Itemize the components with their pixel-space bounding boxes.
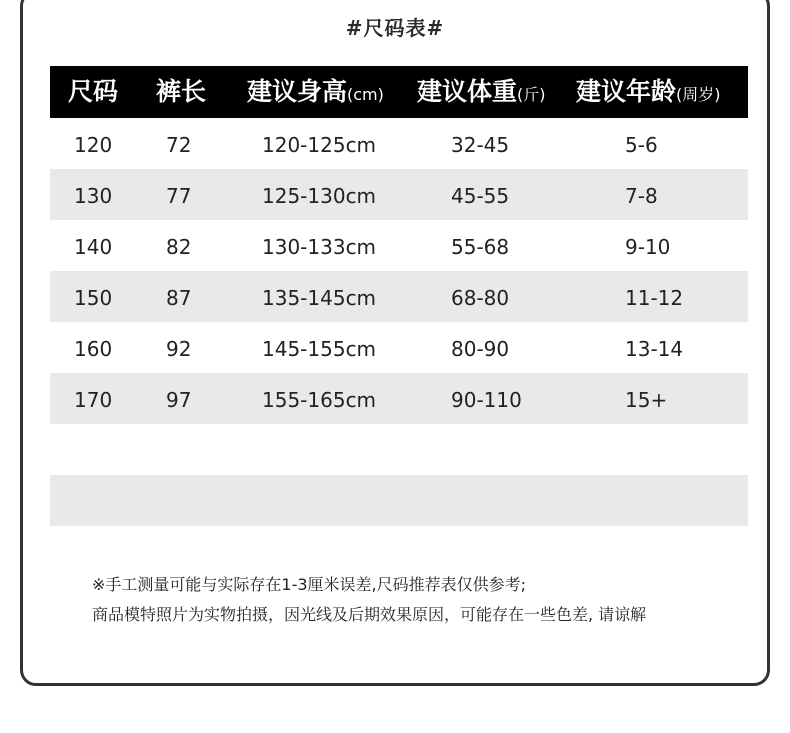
- cell-length: 72: [166, 133, 192, 157]
- cell-length: 82: [166, 235, 192, 259]
- cell-weight: 45-55: [451, 184, 510, 208]
- cell-size: 140: [74, 235, 113, 259]
- cell-size: 160: [74, 337, 113, 361]
- cell-length: 97: [166, 388, 192, 412]
- cell-weight: 68-80: [451, 286, 510, 310]
- size-table: [50, 66, 748, 526]
- table-row: [50, 322, 748, 373]
- cell-weight: 90-110: [451, 388, 522, 412]
- header-height-unit: (cm): [347, 85, 384, 104]
- cell-length: 87: [166, 286, 192, 310]
- cell-age: 5-6: [625, 133, 658, 157]
- header-size: 尺码: [68, 77, 119, 106]
- table-row: [50, 373, 748, 424]
- cell-age: 7-8: [625, 184, 658, 208]
- cell-weight: 55-68: [451, 235, 510, 259]
- cell-size: 130: [74, 184, 113, 208]
- cell-height: 155-165cm: [262, 388, 377, 412]
- table-header: [50, 66, 748, 118]
- cell-age: 13-14: [625, 337, 684, 361]
- table-row-empty: [50, 424, 748, 475]
- cell-length: 92: [166, 337, 192, 361]
- cell-height: 145-155cm: [262, 337, 377, 361]
- page-title: #尺码表#: [345, 16, 445, 40]
- header-height: 建议身高(cm): [247, 77, 384, 106]
- table-row: [50, 220, 748, 271]
- table-row: [50, 169, 748, 220]
- header-length: 裤长: [156, 77, 207, 106]
- cell-size: 170: [74, 388, 113, 412]
- cell-height: 125-130cm: [262, 184, 377, 208]
- table-row: [50, 271, 748, 322]
- note-line-1: ※手工测量可能与实际存在1-3厘米误差,尺码推荐表仅供参考;: [92, 575, 527, 594]
- table-row-empty: [50, 475, 748, 526]
- cell-height: 130-133cm: [262, 235, 377, 259]
- cell-age: 15+: [625, 388, 668, 412]
- cell-height: 120-125cm: [262, 133, 377, 157]
- cell-length: 77: [166, 184, 192, 208]
- header-weight-unit: (斤): [517, 85, 546, 104]
- note-line-2: 商品模特照片为实物拍摄，因光线及后期效果原因，可能存在一些色差, 请谅解: [92, 605, 647, 624]
- cell-height: 135-145cm: [262, 286, 377, 310]
- cell-weight: 80-90: [451, 337, 510, 361]
- header-weight: 建议体重(斤): [417, 77, 546, 106]
- cell-size: 150: [74, 286, 113, 310]
- notes: [92, 570, 752, 630]
- table-row: [50, 118, 748, 169]
- header-age: 建议年龄(周岁): [576, 77, 721, 106]
- cell-age: 9-10: [625, 235, 671, 259]
- cell-weight: 32-45: [451, 133, 510, 157]
- cell-size: 120: [74, 133, 113, 157]
- cell-age: 11-12: [625, 286, 684, 310]
- header-age-unit: (周岁): [676, 85, 721, 104]
